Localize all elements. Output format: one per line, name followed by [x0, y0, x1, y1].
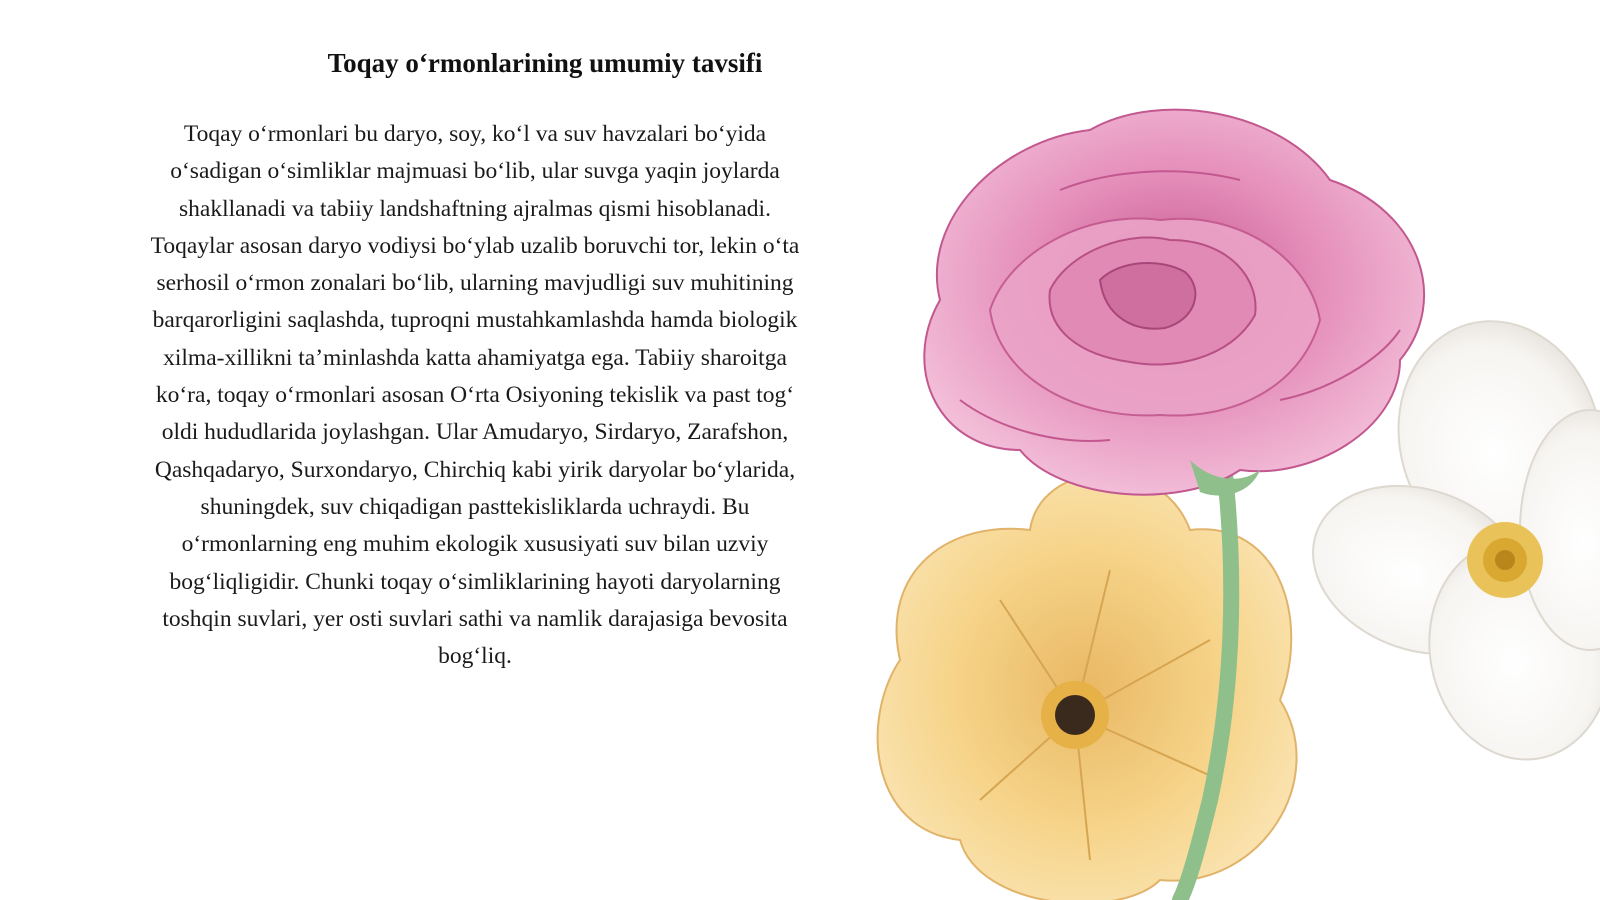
slide-title: Toqay o‘rmonlarining umumiy tavsifi	[327, 48, 763, 78]
watercolor-flowers-illustration	[860, 100, 1600, 900]
pink-flower	[924, 110, 1424, 496]
slide-body-text: Toqay o‘rmonlari bu daryo, soy, ko‘l va suv havzalari bo‘yida o‘sadigan o‘simliklar majmuasi bo‘lib, ular suvga yaqin joylarda shakllanadi va tabiiy landshaftning ajralmas qismi hisoblanadi. Toqaylar asosan daryo vodiysi bo‘ylab uzalib boruvchi tor, lekin o‘ta serhosil o‘rmon zonalari bo‘lib, ularning mavjudligi suv muhitining barqarorligini saqlashda, tuproqni mustahkamlashda hamda biologik xilma-xillikni ta’minlashda katta ahamiyatga ega. Tabiiy sharoitga ko‘ra, toqay o‘rmonlari asosan O‘rta Osiyoning tekislik va past tog‘ oldi hududlarida joylashgan. Ular Amudaryo, Sirdaryo, Zarafshon, Qashqadaryo, Surxondaryo, Chirchiq kabi yirik daryolar bo‘ylarida, shuningdek, suv chiqadigan pasttekisliklarda uchraydi. Bu o‘rmonlarning eng muhim ekologik xususiyati suv bilan uzviy bog‘liqligidir. Chunki toqay o‘simliklarining hayoti daryolarning toshqin suvlari, yer osti suvlari sathi va namlik darajasiga bevosita bog‘liq.	[150, 121, 800, 670]
